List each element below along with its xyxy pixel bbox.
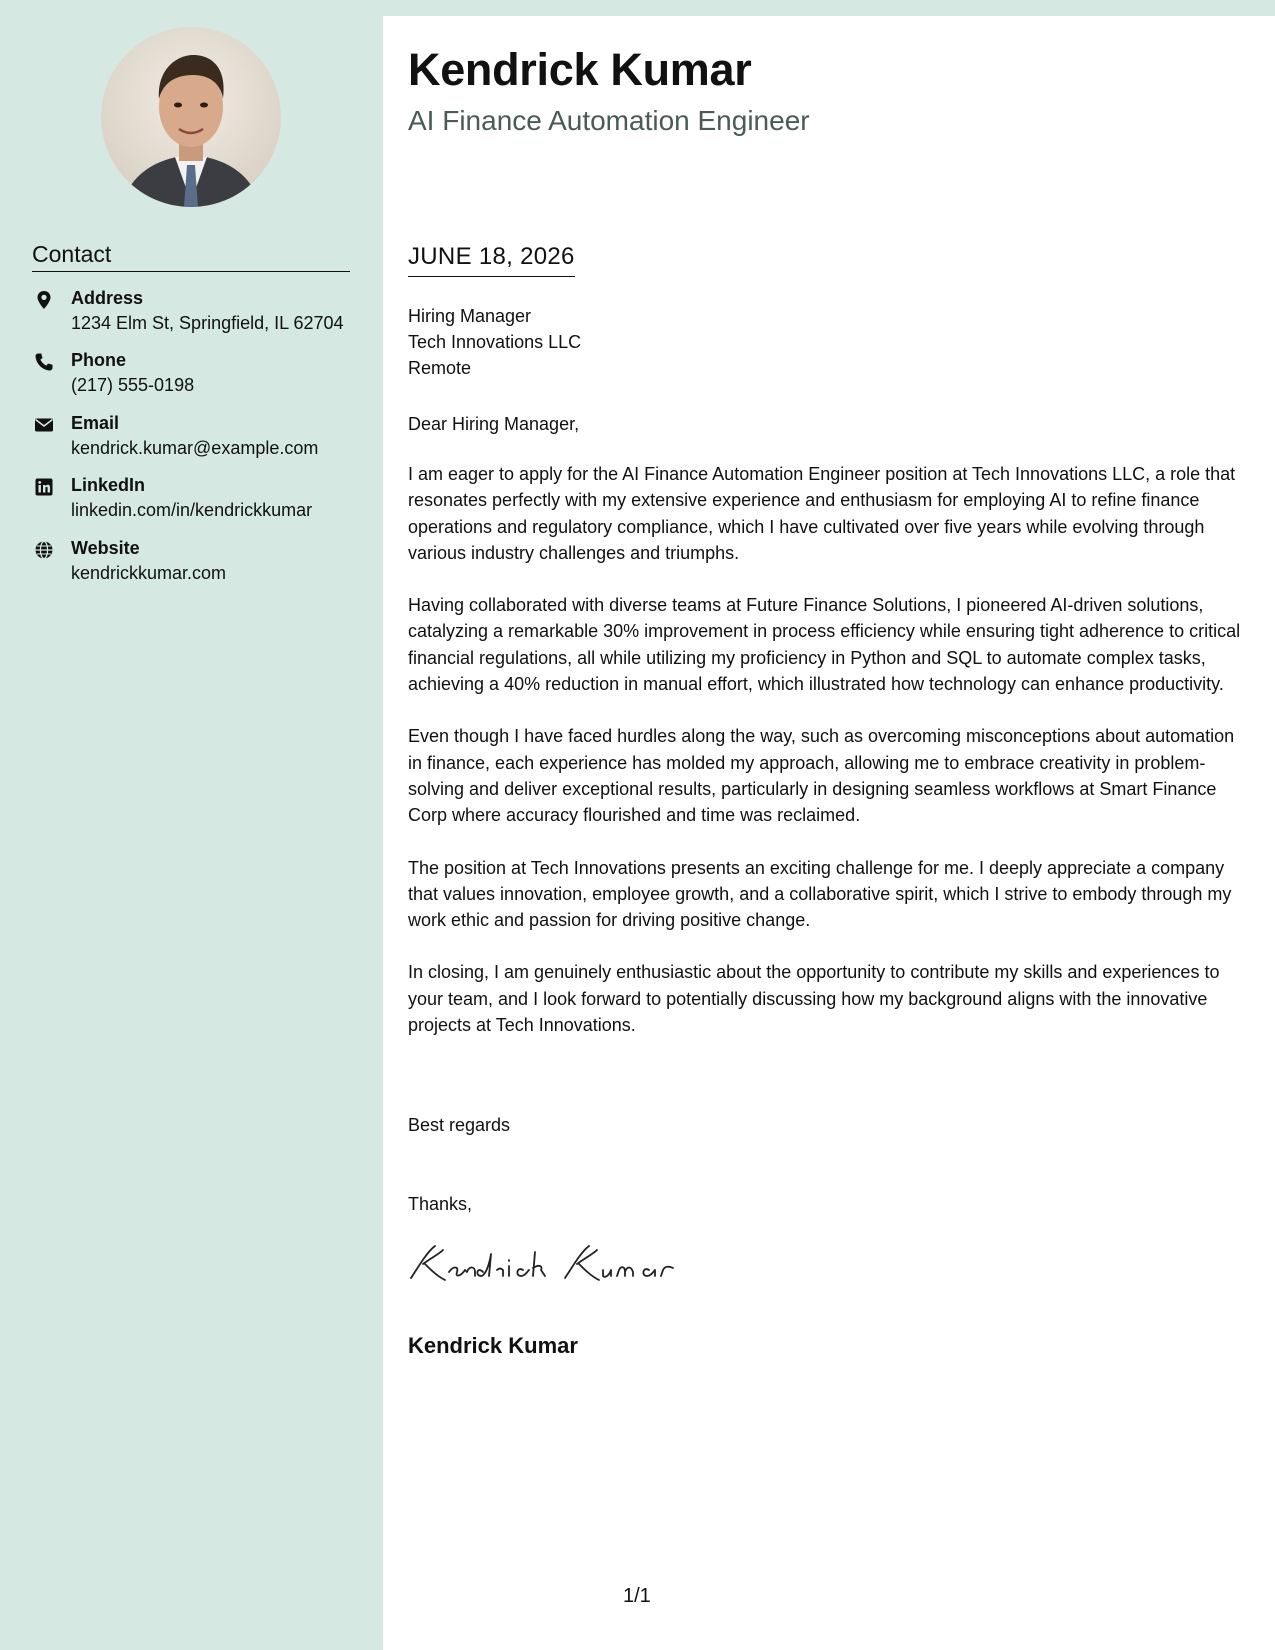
contact-value: kendrick.kumar@example.com <box>71 438 319 458</box>
map-pin-icon <box>34 290 54 310</box>
salutation: Dear Hiring Manager, <box>408 414 580 434</box>
contact-email <box>32 411 362 463</box>
recipient-line: Hiring Manager <box>408 306 532 326</box>
body-paragraph: In closing, I am genuinely enthusiastic about the opportunity to contribute my skills and experiences to your team, and I look forward to potentially discussing how my background aligns with the innovative projects at Tech Innovations. <box>408 962 1220 1036</box>
phone-icon <box>34 352 54 372</box>
body-paragraph: Even though I have faced hurdles along the way, such as overcoming misconceptions about automation in finance, each experience has molded my approach, allowing me to embrace creativity in problem-solving and deliver exceptional results, particularly in designing seamless workflows at Smart Finance Corp where accuracy flourished and time was reclaimed. <box>408 726 1235 826</box>
linkedin-icon <box>34 477 54 497</box>
page-number: 1/1 <box>623 1585 651 1607</box>
contact-label: LinkedIn <box>71 475 146 495</box>
signed-name: Kendrick Kumar <box>408 1333 578 1358</box>
contact-phone <box>32 348 362 400</box>
thanks: Thanks, <box>408 1194 473 1214</box>
contact-label: Email <box>71 413 120 433</box>
contact-address <box>32 286 362 338</box>
contact-linkedin <box>32 473 362 525</box>
letter-body <box>408 461 1246 1064</box>
contact-heading: Contact <box>32 240 350 272</box>
envelope-icon <box>34 415 54 435</box>
globe-icon <box>34 540 54 560</box>
recipient-line: Tech Innovations LLC <box>408 332 582 352</box>
contact-label: Website <box>71 538 140 558</box>
person-portrait-icon <box>101 27 281 207</box>
contact-label: Phone <box>71 350 127 370</box>
contact-value: linkedin.com/in/kendrickkumar <box>71 500 313 520</box>
body-paragraph: The position at Tech Innovations presents an exciting challenge for me. I deeply appreciate a company that values innovation, employee growth, and a collaborative spirit, which I strive to embody through my work ethic and passion for driving positive change. <box>408 857 1232 931</box>
sidebar <box>0 0 383 1650</box>
letter-date: JUNE 18, 2026 <box>408 242 575 277</box>
closing: Best regards <box>408 1115 511 1135</box>
contact-value: 1234 Elm St, Springfield, IL 62704 <box>71 313 344 333</box>
recipient-line: Remote <box>408 358 472 378</box>
avatar <box>101 27 281 207</box>
contact-website <box>32 536 362 588</box>
job-title: AI Finance Automation Engineer <box>408 105 810 136</box>
applicant-name: Kendrick Kumar <box>408 44 752 95</box>
recipient-block <box>408 303 581 381</box>
contact-value: kendrickkumar.com <box>71 563 227 583</box>
signature-text: Kendrick Kumar <box>405 1236 413 1237</box>
letter-main <box>383 16 1275 1650</box>
handwritten-signature <box>405 1236 685 1296</box>
contact-label: Address <box>71 288 144 308</box>
body-paragraph: Having collaborated with diverse teams at Future Finance Solutions, I pioneered AI-driven solutions, catalyzing a remarkable 30% improvement in process efficiency while ensuring tight adherence to critical financial regulations, all while utilizing my proficiency in Python and SQL to automate complex tasks, achieving a 40% reduction in manual effort, which illustrated how technology can enhance productivity. <box>408 595 1241 695</box>
body-paragraph: I am eager to apply for the AI Finance Automation Engineer position at Tech Innovations LLC, a role that resonates perfectly with my extensive experience and enthusiasm for employing AI to refine finance operations and regulatory compliance, which I have cultivated over five years while evolving through various industry challenges and triumphs. <box>408 464 1236 563</box>
contact-value: (217) 555-0198 <box>71 375 195 395</box>
